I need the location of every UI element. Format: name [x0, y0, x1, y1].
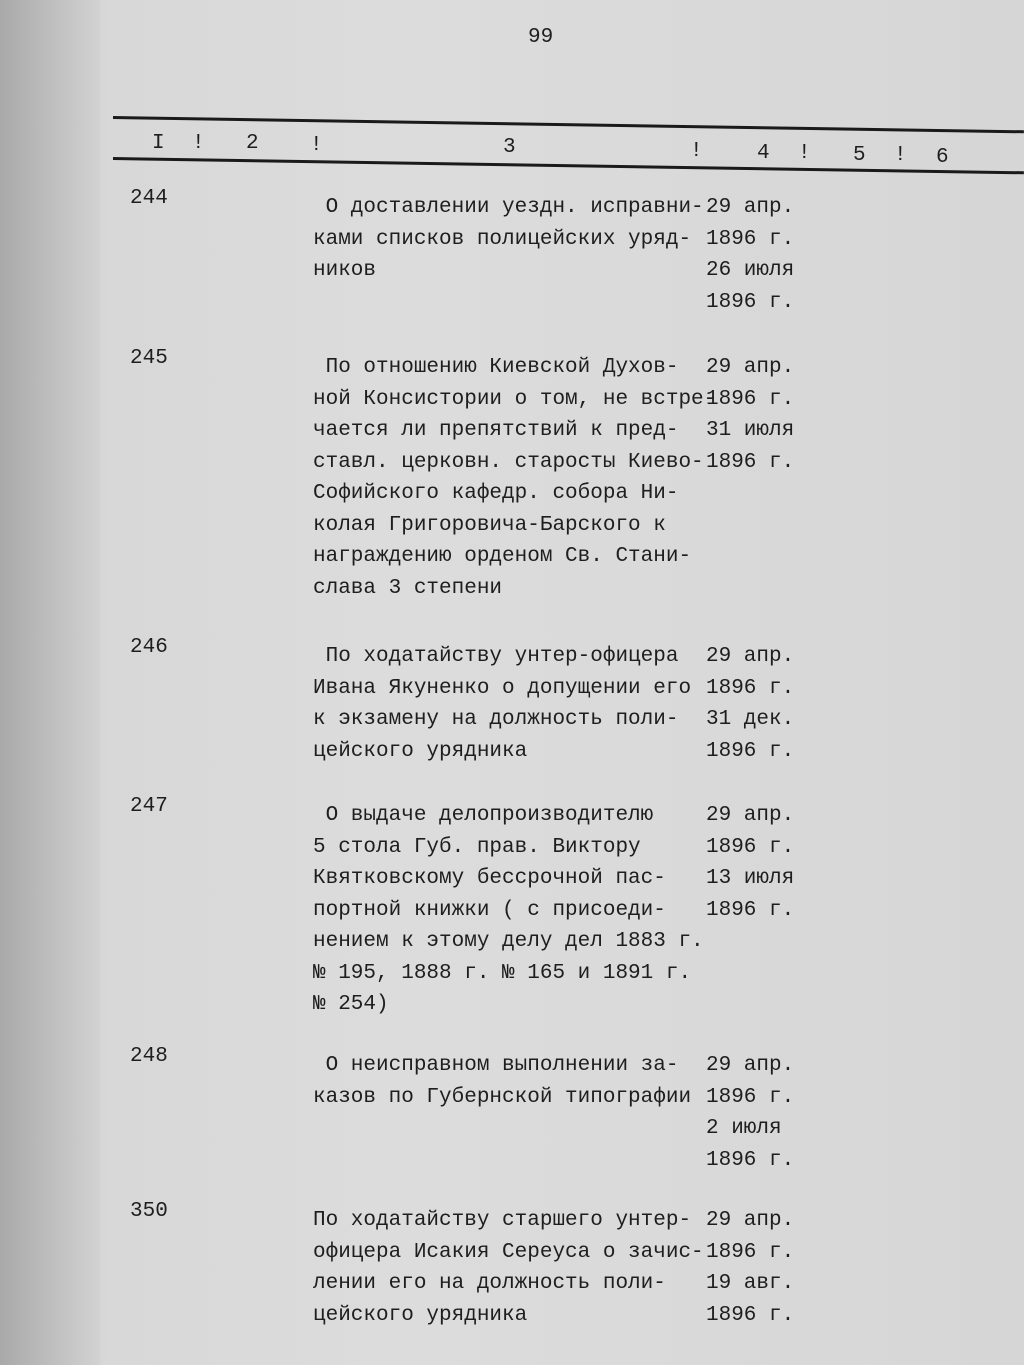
entry-description: [313, 192, 704, 287]
entry-number: 245: [130, 347, 168, 370]
description-line: 5 стола Губ. прав. Виктору: [313, 835, 641, 859]
date-line: 1896 г.: [706, 1303, 795, 1327]
entry-dates: [706, 1050, 794, 1176]
column-header: 2: [246, 132, 259, 155]
date-line: 31 июля: [706, 419, 795, 442]
description-line: По ходатайству унтер-офицера: [313, 645, 679, 668]
adjacent-page-edge: [0, 0, 100, 1365]
description-line: Софийского кафедр. собора Ни-: [313, 482, 679, 505]
entry-dates: [706, 192, 794, 318]
description-line: О доставлении уездн. исправни-: [313, 196, 704, 219]
column-separator: !: [690, 140, 703, 163]
description-line: цейского урядника: [313, 739, 528, 763]
column-header: 5: [853, 144, 866, 167]
date-line: 29 апр.: [706, 1209, 795, 1232]
entry-description: [313, 1050, 691, 1113]
date-line: 2 июля: [706, 1117, 782, 1140]
column-separator: !: [310, 134, 323, 157]
entry-number: 246: [130, 636, 168, 659]
description-line: ной Консистории о том, не встре-: [313, 387, 717, 411]
date-line: 31 дек.: [706, 708, 795, 731]
description-line: казов по Губернской типографии: [313, 1085, 692, 1109]
date-line: 29 апр.: [706, 645, 795, 668]
date-line: 1896 г.: [706, 898, 795, 922]
entry-dates: [706, 352, 794, 478]
column-header: 3: [503, 136, 516, 159]
description-line: чается ли препятствий к пред-: [313, 419, 679, 442]
column-separator: !: [192, 132, 205, 155]
entry-dates: [706, 1205, 794, 1331]
date-line: 1896 г.: [706, 1085, 795, 1109]
description-line: № 254): [313, 993, 389, 1016]
description-line: к экзамену на должность поли-: [313, 708, 679, 731]
description-line: О выдаче делопроизводителю: [313, 804, 654, 827]
description-line: Квятковскому бессрочной пас-: [313, 867, 666, 890]
description-line: По отношению Киевской Духов-: [313, 356, 679, 379]
description-line: офицера Исакия Сереуса о зачис-: [313, 1240, 704, 1264]
description-line: ставл. церковн. старосты Киево-: [313, 450, 704, 474]
column-separator: !: [894, 144, 907, 167]
date-line: 1896 г.: [706, 387, 795, 411]
description-line: Ивана Якуненко о допущении его: [313, 676, 692, 700]
description-line: О неисправном выполнении за-: [313, 1054, 679, 1077]
entry-description: [313, 800, 704, 1021]
date-line: 19 авг.: [706, 1272, 795, 1295]
description-line: портной книжки ( с присоеди-: [313, 898, 666, 922]
description-line: цейского урядника: [313, 1303, 528, 1327]
description-line: ками списков полицейских уряд-: [313, 227, 692, 251]
column-header: 4: [757, 142, 770, 165]
date-line: 29 апр.: [706, 356, 795, 379]
column-header: 6: [936, 146, 949, 169]
description-line: № 195, 1888 г. № 165 и 1891 г.: [313, 961, 692, 985]
entry-number: 244: [130, 187, 168, 210]
entry-number: 248: [130, 1045, 168, 1068]
column-separator: !: [798, 142, 811, 165]
description-line: По ходатайству старшего унтер-: [313, 1209, 692, 1232]
date-line: 29 апр.: [706, 196, 795, 219]
entry-number: 247: [130, 795, 168, 818]
date-line: 13 июля: [706, 867, 795, 890]
description-line: колая Григоровича-Барского к: [313, 513, 666, 537]
date-line: 1896 г.: [706, 676, 795, 700]
description-line: лении его на должность поли-: [313, 1272, 666, 1295]
table-header-bottom-rule: [113, 157, 1024, 174]
entry-description: [313, 641, 691, 767]
date-line: 1896 г.: [706, 835, 795, 859]
date-line: 1896 г.: [706, 227, 795, 251]
table-header-top-rule: [113, 116, 1024, 133]
date-line: 1896 г.: [706, 739, 795, 763]
date-line: 29 апр.: [706, 804, 795, 827]
date-line: 29 апр.: [706, 1054, 795, 1077]
entry-number: 350: [130, 1200, 168, 1223]
date-line: 1896 г.: [706, 290, 795, 314]
description-line: ников: [313, 259, 377, 282]
date-line: 26 июля: [706, 259, 795, 282]
date-line: 1896 г.: [706, 1240, 795, 1264]
column-header: I: [152, 132, 165, 155]
entry-dates: [706, 641, 794, 767]
entry-description: [313, 352, 716, 604]
date-line: 1896 г.: [706, 1148, 795, 1172]
description-line: награждению орденом Св. Стани-: [313, 545, 692, 568]
page-number: 99: [528, 26, 554, 49]
date-line: 1896 г.: [706, 450, 795, 474]
entry-description: [313, 1205, 704, 1331]
description-line: нением к этому делу дел 1883 г.: [313, 930, 704, 953]
entry-dates: [706, 800, 794, 926]
description-line: слава 3 степени: [313, 576, 503, 600]
